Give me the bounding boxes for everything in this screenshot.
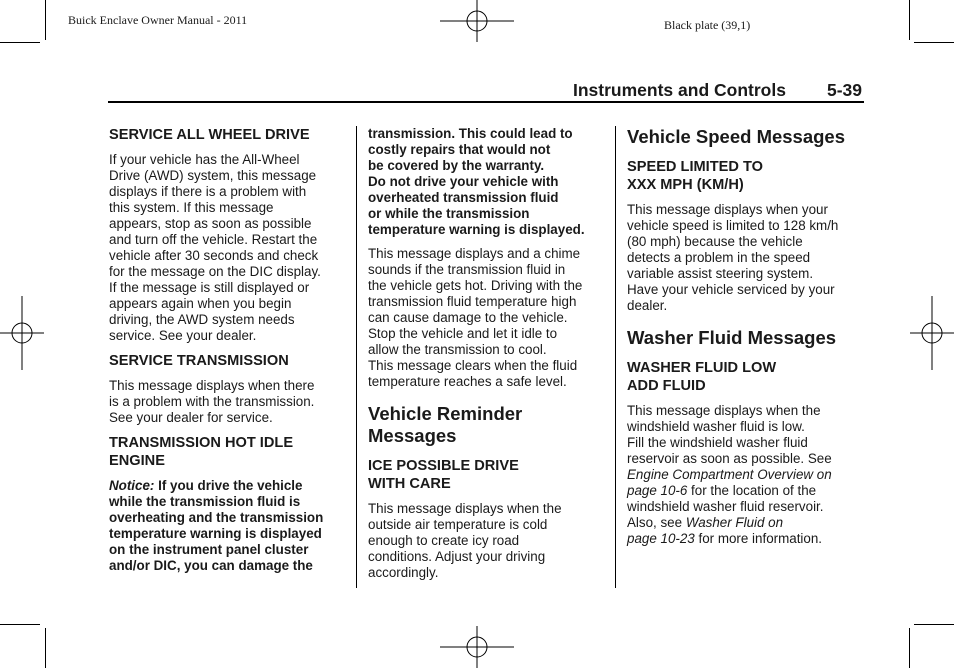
paragraph-washer-2: for the location of the <box>687 483 817 498</box>
crop-mark <box>45 0 46 40</box>
registration-mark-left <box>0 296 44 370</box>
notice-continued: while the transmission fluid is overheating and the transmission temperature warning is displayed on the instrument panel cluster and/or DIC, you can damage the <box>109 494 324 573</box>
link-washer-fluid[interactable]: Washer Fluid on <box>685 515 784 530</box>
notice-label: Notice: <box>109 478 155 493</box>
heading-vehicle-reminder: Vehicle Reminder Messages <box>368 403 523 446</box>
registration-mark-right <box>910 296 954 370</box>
column-divider <box>615 126 616 588</box>
heading-vehicle-speed: Vehicle Speed Messages <box>627 126 846 147</box>
link-engine-compartment[interactable]: Engine Compartment Overview on <box>627 467 832 482</box>
paragraph-washer-4-text: for more information. <box>694 531 823 546</box>
heading-transmission-hot: TRANSMISSION HOT IDLE ENGINE <box>109 435 294 469</box>
crop-mark <box>914 42 954 43</box>
crop-mark <box>0 42 40 43</box>
column-1 <box>109 126 347 574</box>
column-2 <box>368 126 608 581</box>
section-rule <box>108 101 864 103</box>
column-3 <box>627 126 859 547</box>
paragraph-washer-1: This message displays when the windshield washer fluid is low. Fill the windshield washer fluid reservoir as soon as possible. See <box>627 403 832 466</box>
crop-mark <box>0 624 40 625</box>
page-number: 5-39 <box>827 80 863 100</box>
crop-mark <box>909 628 910 668</box>
crop-mark <box>45 628 46 668</box>
link-washer-page[interactable]: page 10‑23 <box>627 531 695 546</box>
heading-washer-fluid: Washer Fluid Messages <box>627 327 837 348</box>
manual-title: Buick Enclave Owner Manual - 2011 <box>68 13 248 27</box>
heading-service-transmission: SERVICE TRANSMISSION <box>109 353 289 369</box>
link-engine-page[interactable]: page 10‑6 <box>627 483 688 498</box>
notice-first-line: If you drive the vehicle <box>154 478 303 493</box>
paragraph-washer-ref-1 <box>627 467 859 483</box>
crop-mark <box>909 0 910 40</box>
paragraph-transmission: This message displays when there is a problem with the transmission. See your dealer for service. <box>109 378 315 425</box>
plate-label: Black plate (39,1) <box>664 18 751 32</box>
paragraph-washer-3-text: windshield washer fluid reservoir. Also, see <box>627 499 824 530</box>
paragraph-washer-4 <box>627 531 859 547</box>
registration-mark-bottom <box>440 626 514 668</box>
paragraph-awd: If your vehicle has the All-Wheel Drive (AWD) system, this message displays if there is a problem with this system. If this message appears, stop as soon as possible and turn off the vehicle. Restart the vehicle after 30 seconds and check for the message on the DIC display. If the message is still displayed or appears again when you begin driving, the AWD system needs service. See your dealer. <box>109 152 321 343</box>
paragraph-ice: This message displays when the outside air temperature is cold enough to create icy road conditions. Adjust your driving accordingly. <box>368 501 562 580</box>
notice-paragraph <box>109 478 347 494</box>
heading-speed-limited: SPEED LIMITED TO XXX MPH (KM/H) <box>627 159 763 193</box>
heading-service-awd: SERVICE ALL WHEEL DRIVE <box>109 127 310 143</box>
section-title: Instruments and Controls <box>573 80 786 100</box>
paragraph-speed: This message displays when your vehicle speed is limited to 128 km/h (80 mph) because the vehicle detects a problem in the speed variable assist steering system. Have your vehicle serviced by your dealer. <box>627 202 839 313</box>
paragraph-washer-ref-2 <box>627 483 859 499</box>
crop-mark <box>914 624 954 625</box>
registration-mark-top <box>440 0 514 42</box>
paragraph-washer-3 <box>627 499 859 531</box>
heading-ice-possible: ICE POSSIBLE DRIVE WITH CARE <box>368 458 519 492</box>
heading-washer-low: WASHER FLUID LOW ADD FLUID <box>627 360 777 394</box>
paragraph-chime: This message displays and a chime sounds if the transmission fluid in the vehicle gets hot. Driving with the transmission fluid temperature high can cause damage to the vehicle. Stop the vehicle and let it idle to allow the transmission to cool. This message clears when the fluid temperature reaches a safe level. <box>368 246 583 389</box>
notice-continuation: transmission. This could lead to costly repairs that would not be covered by the warranty. Do not drive your vehicle with overheated transmission fluid or while the transmission temperature warning is displayed. <box>368 126 585 237</box>
column-divider <box>356 126 357 588</box>
